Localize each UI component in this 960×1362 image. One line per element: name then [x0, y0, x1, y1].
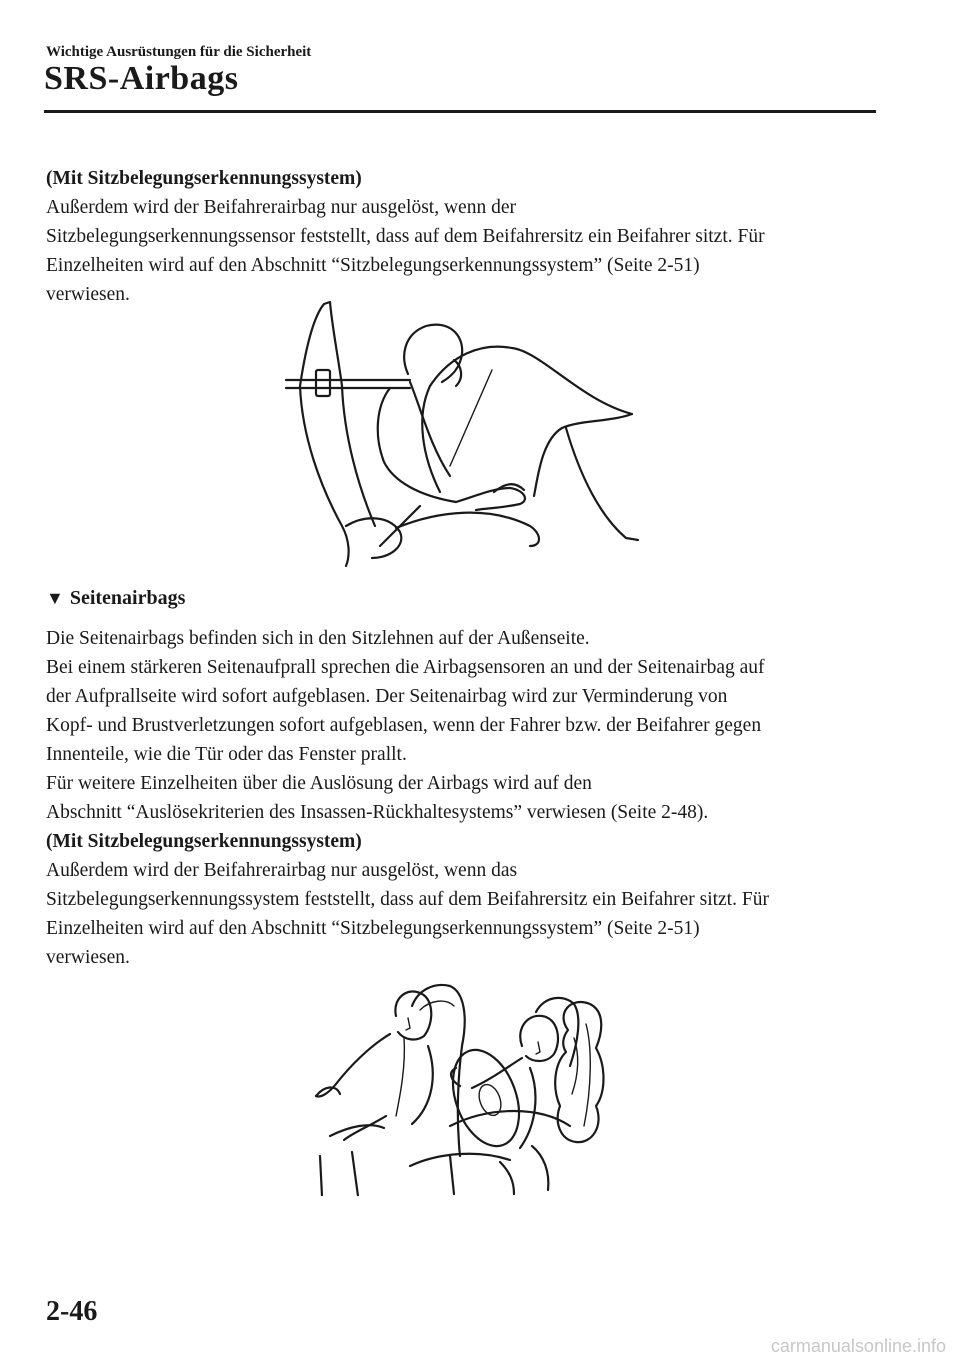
- paragraph-line: verwiesen.: [46, 947, 130, 968]
- paragraph-line: Kopf- und Brustverletzungen sofort aufgeblasen, wenn der Fahrer bzw. der Beifahrer gegen: [46, 715, 762, 736]
- paragraph-line: Einzelheiten wird auf den Abschnitt “Sitzbelegungserkennungssystem” (Seite 2-51): [46, 255, 700, 276]
- paragraph-line: Sitzbelegungserkennungssensor feststellt, dass auf dem Beifahrersitz ein Beifahrer sitzt. Für: [46, 226, 765, 247]
- side-airbag-illustration: [300, 976, 620, 1196]
- paragraph-line: Bei einem stärkeren Seitenaufprall sprechen die Airbagsensoren an und der Seitenairbag auf: [46, 657, 765, 678]
- page-number: 2-46: [46, 1296, 98, 1327]
- section-side-airbags: [46, 624, 876, 972]
- chapter-title: Wichtige Ausrüstungen für die Sicherheit: [46, 44, 312, 60]
- paragraph-line: Außerdem wird der Beifahrerairbag nur ausgelöst, wenn der: [46, 197, 516, 218]
- watermark: carmanualsonline.info: [770, 1336, 946, 1356]
- section-heading-side-airbags: [46, 587, 185, 610]
- paragraph-line: Innenteile, wie die Tür oder das Fenster prallt.: [46, 744, 407, 765]
- subheading: (Mit Sitzbelegungserkennungssystem): [46, 831, 362, 852]
- section-occupant-detection-front: [46, 164, 876, 309]
- passenger-airbag-illustration: [280, 296, 640, 571]
- paragraph-line: der Aufprallseite wird sofort aufgeblasen. Der Seitenairbag wird zur Verminderung von: [46, 686, 728, 707]
- heading-label: Seitenairbags: [69, 587, 186, 609]
- paragraph-line: verwiesen.: [46, 284, 130, 305]
- paragraph-line: Die Seitenairbags befinden sich in den Sitzlehnen auf der Außenseite.: [46, 628, 590, 649]
- paragraph-line: Abschnitt “Auslösekriterien des Insassen-Rückhaltesystems” verwiesen (Seite 2-48).: [46, 802, 709, 823]
- page-title: SRS-Airbags: [44, 60, 239, 97]
- triangle-marker-icon: ▼: [46, 588, 64, 608]
- paragraph-line: Einzelheiten wird auf den Abschnitt “Sitzbelegungserkennungssystem” (Seite 2-51): [46, 918, 700, 939]
- paragraph-line: Für weitere Einzelheiten über die Auslösung der Airbags wird auf den: [46, 773, 592, 794]
- paragraph-line: Außerdem wird der Beifahrerairbag nur ausgelöst, wenn das: [46, 860, 518, 881]
- title-rule: [44, 110, 876, 113]
- paragraph-line: Sitzbelegungserkennungssystem feststellt, dass auf dem Beifahrersitz ein Beifahrer sitzt. Für: [46, 889, 769, 910]
- subheading: (Mit Sitzbelegungserkennungssystem): [46, 168, 362, 189]
